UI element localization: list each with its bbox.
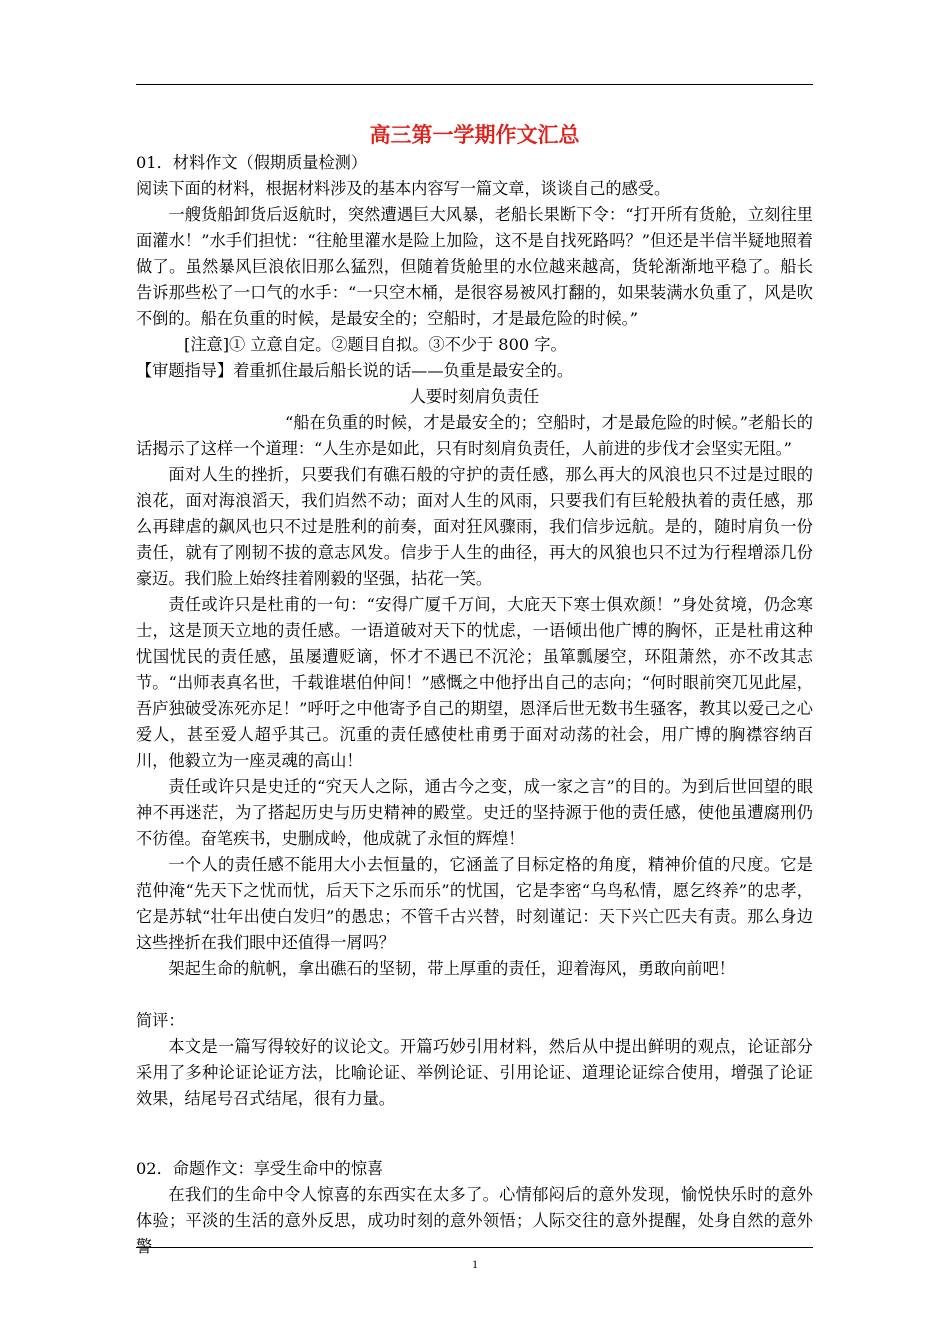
document-title: 高三第一学期作文汇总 bbox=[369, 123, 580, 147]
essay-paragraph-2: 面对人生的挫折，只要我们有礁石般的守护的责任感，那么再大的风浪也只不过是过眼的浪花，面对海浪滔天，我们岿然不动；面对人生的风雨，只要我们有巨轮般执着的责任感，那么再肆虐的飙风也只不过是胜利的前奏，面对狂风骤雨，我们信步远航。是的，随时肩负一份责任，就有了刚韧不拔的意志风发。信步于人生的曲径，再大的风狼也只不过为行程增添几份豪迈。我们脸上始终挂着刚毅的坚强，拈花一笑。 bbox=[136, 465, 813, 588]
section-2-heading: 02．命题作文：享受生命中的惊喜 bbox=[136, 1159, 384, 1178]
essay-paragraph-5: 一个人的责任感不能用大小去恒量的，它涵盖了目标定格的角度，精神价值的尺度。它是范仲淹“先天下之忧而忧，后天下之乐而乐”的忧国，它是李密“乌鸟私情，愿乞终养”的忠孝，它是苏轼“壮年出使白发归”的愚忠；不管千古兴替，时刻谨记：天下兴亡匹夫有责。那么身边这些挫折在我们眼中还值得一屑吗？ bbox=[136, 855, 813, 952]
section-1-prompt: 阅读下面的材料，根据材料涉及的基本内容写一篇文章，谈谈自己的感受。 bbox=[136, 179, 671, 198]
essay-paragraph-1: “船在负重的时候，才是最安全的；空船时，才是最危险的时候。”老船长的话揭示了这样一个道理：“人生亦是如此，只有时刻肩负责任，人前进的步伐才会坚实无阻。” bbox=[136, 413, 813, 458]
footer-rule bbox=[136, 1247, 813, 1248]
section-1-heading: 01．材料作文（假期质量检测） bbox=[136, 153, 368, 172]
comment-text: 本文是一篇写得较好的议论文。开篇巧妙引用材料，然后从中提出鲜明的观点，论证部分采用了多种论证论证方法，比喻论证、举例论证、引用论证、道理论证综合使用，增强了论证效果，结尾号召式结尾，很有力量。 bbox=[136, 1037, 813, 1108]
spacer bbox=[136, 1112, 813, 1156]
essay-title: 人要时刻肩负责任 bbox=[409, 387, 540, 406]
header-rule bbox=[136, 84, 813, 85]
comment-label: 简评： bbox=[136, 1011, 185, 1030]
section-1-note: [注意]① 立意自定。②题目自拟。③不少于 800 字。 bbox=[184, 335, 567, 354]
section-1-material: 一艘货船卸货后返航时，突然遭遇巨大风暴，老船长果断下令：“打开所有货舱，立刻往里面灌水！”水手们担忧：“往舱里灌水是险上加险，这不是自找死路吗？”但还是半信半疑地照着做了。虽然暴风巨浪依旧那么猛烈，但随着货舱里的水位越来越高，货轮渐渐地平稳了。船长告诉那些松了一口气的水手：“一只空木桶，是很容易被风打翻的，如果装满水负重了，风是吹不倒的。船在负重的时候，是最安全的；空船时，才是最危险的时候。” bbox=[136, 205, 813, 328]
document-body bbox=[136, 122, 813, 1260]
section-2-text: 在我们的生命中令人惊喜的东西实在太多了。心情郁闷后的意外发现，愉悦快乐时的意外体验；平淡的生活的意外反思，成功时刻的意外领悟；人际交往的意外提醒，处身自然的意外警 bbox=[136, 1185, 813, 1256]
section-1-guide: 【审题指导】着重抓住最后船长说的话——负重是最安全的。 bbox=[136, 361, 574, 380]
page-number: 1 bbox=[472, 1257, 478, 1271]
essay-paragraph-4: 责任或许只是史迁的“究天人之际，通古今之变，成一家之言”的目的。为到后世回望的眼神不再迷茫，为了搭起历史与历史精神的殿堂。史迁的坚持源于他的责任感，使他虽遭腐刑仍不彷徨。奋笔疾书，史删成岭，他成就了永恒的辉煌！ bbox=[136, 777, 813, 848]
essay-paragraph-3: 责任或许只是杜甫的一句：“安得广厦千万间，大庇天下寒士俱欢颜！”身处贫境，仍念寒士，这是顶天立地的责任感。一语道破对天下的忧虑，一语倾出他广博的胸怀，正是杜甫这种忧国忧民的责任感，虽屡遭贬谪，怀才不遇已不沉沦；虽箪瓢屡空，环阻萧然，亦不改其志节。“出师表真名世，千载谁堪伯仲间！”感慨之中他抒出自己的志向；“何时眼前突兀见此屋，吾庐独破受冻死亦足！”呼吁之中他寄予自己的期望，恩泽后世无数书生骚客，教其以爱己之心爱人，甚至爱人超乎其己。沉重的责任感使杜甫勇于面对动荡的社会，用广博的胸襟容纳百川，他毅立为一座灵魂的高山！ bbox=[136, 595, 813, 770]
spacer bbox=[136, 982, 813, 1008]
essay-paragraph-6: 架起生命的航帆，拿出礁石的坚韧，带上厚重的责任，迎着海风，勇敢向前吧！ bbox=[168, 959, 735, 978]
